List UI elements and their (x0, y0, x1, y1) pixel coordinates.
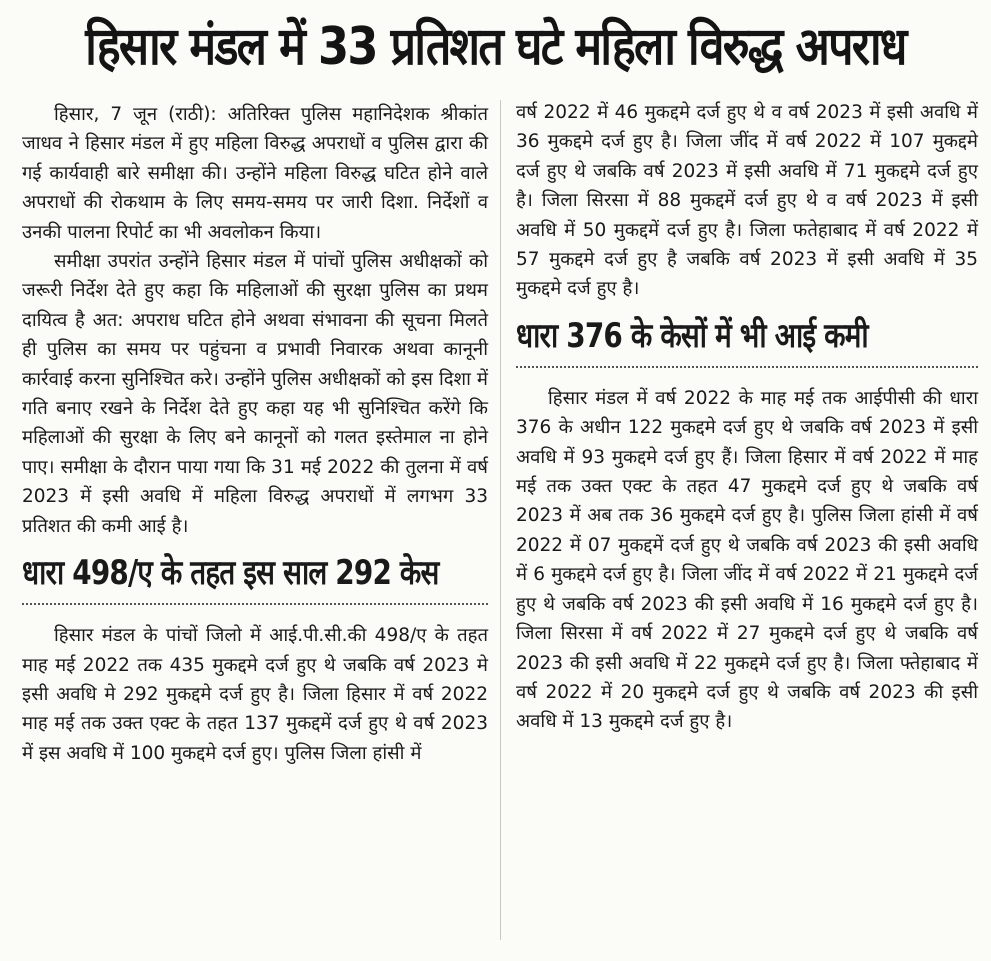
right-column (516, 98, 978, 737)
dotted-divider (22, 603, 488, 605)
article-paragraph: वर्ष 2022 में 46 मुकद्दमे दर्ज हुए थे व वर्ष 2023 में इसी अवधि में 36 मुकद्दमे दर्ज हुए है। जिला जींद में वर्ष 2022 में 107 मुकद्दमे दर्ज हुए थे जबकि वर्ष 2023 में इसी अवधि में 71 मुकद्दमे दर्ज हुए है। जिला सिरसा में 88 मुकद्दमें दर्ज हुए थे व वर्ष 2023 में इसी अवधि में 50 मुकद्दमें दर्ज हुए है। जिला फतेहाबाद में वर्ष 2022 में 57 मुकद्दमे दर्ज हुए है जबकि वर्ष 2023 में इसी अवधि में 35 मुकद्दमे दर्ज हुए है। (516, 102, 978, 300)
article-paragraph: हिसार, 7 जून (राठी): अतिरिक्त पुलिस महानिदेशक श्रीकांत जाधव ने हिसार मंडल में हुए महिला विरुद्ध अपराधों व पुलिस द्वारा की गई कार्यवाही बारे समीक्षा की। उन्होंने महिला विरुद्ध घटित होने वाले अपराधों की रोकथाम के लिए समय-समय पर जारी दिशा. निर्देशों व उनकी पालना रिपोर्ट का भी अवलोकन किया। (22, 104, 488, 243)
page-headline: हिसार मंडल में 33 प्रतिशत घटे महिला विरुद्ध अपराध (85, 17, 906, 77)
article-paragraph: हिसार मंडल में वर्ष 2022 के माह मई तक आईपीसी की धारा 376 के अधीन 122 मुकद्दमे दर्ज हुए थे जबकि वर्ष 2023 में इसी अवधि में 93 मुकद्दमे दर्ज हुए हैं। जिला हिसार में वर्ष 2022 में माह मई तक उक्त एक्ट के तहत 47 मुकद्दमे दर्ज हुए थे जबकि वर्ष 2023 में अब तक 36 मुकद्दमे दर्ज हुए है। पुलिस जिला हांसी में वर्ष 2022 में 07 मुकद्दमें दर्ज हुए थे जबकि वर्ष 2023 की इसी अवधि में 6 मुकद्दमे दर्ज हुए है। जिला जींद में वर्ष 2022 में 21 मुकद्दमे दर्ज हुए थे जबकि वर्ष 2023 की इसी अवधि में 16 मुकद्दमे दर्ज हुए है। जिला सिरसा में वर्ष 2022 में 27 मुकद्दमे दर्ज हुए थे जबकि वर्ष 2023 की इसी अवधि में 22 मुकद्दमे दर्ज हुए है। जिला फ्तेहाबाद में वर्ष 2022 में 20 मुकद्दमे दर्ज हुए थे जबकि वर्ष 2023 की इसी अवधि में 13 मुकद्दमे दर्ज हुए है। (516, 387, 978, 733)
section-heading-498a: धारा 498/ए के तहत इस साल 292 केस (22, 553, 439, 594)
left-column (22, 100, 488, 768)
article-paragraph: हिसार मंडल के पांचों जिलो में आई.पी.सी.की 498/ए के तहत माह मई 2022 तक 435 मुकद्दमे दर्ज हुए थे जबकि वर्ष 2023 मे इसी अवधि मे 292 मुकद्दमे दर्ज हुए है। जिला हिसार में वर्ष 2022 माह मई तक उक्त एक्ट के तहत 137 मुकद्दमें दर्ज हुए थे वर्ष 2023 में इस अवधि में 100 मुकद्दमे दर्ज हुए। पुलिस जिला हांसी में (22, 625, 488, 764)
article-paragraph: समीक्षा उपरांत उन्होंने हिसार मंडल में पांचों पुलिस अधीक्षकों को जरूरी निर्देश देते हुए कहा कि महिलाओं की सुरक्षा पुलिस का प्रथम दायित्व है अत: अपराध घटित होने अथवा संभावना की सूचना मिलते ही पुलिस का समय पर पहुंचना व प्रभावी निवारक अथवा कानूनी कार्रवाई करना सुनिश्चित करे। उन्होंने पुलिस अधीक्षकों को इस दिशा में गति बनाए रखने के निर्देश देते हुए कहा यह भी सुनिश्चित करेंगे कि महिलाओं की सुरक्षा के लिए बने कानूनों को गलत इस्तेमाल ना होने पाए। समीक्षा के दौरान पाया गया कि 31 मई 2022 की तुलना में वर्ष 2023 में इसी अवधि में महिला विरुद्ध अपराधों में लगभग 33 प्रतिशत की कमी आई है। (22, 251, 488, 537)
section-heading-376: धारा 376 के केसों में भी आई कमी (516, 315, 868, 356)
column-divider (500, 100, 501, 940)
dotted-divider (516, 366, 978, 368)
